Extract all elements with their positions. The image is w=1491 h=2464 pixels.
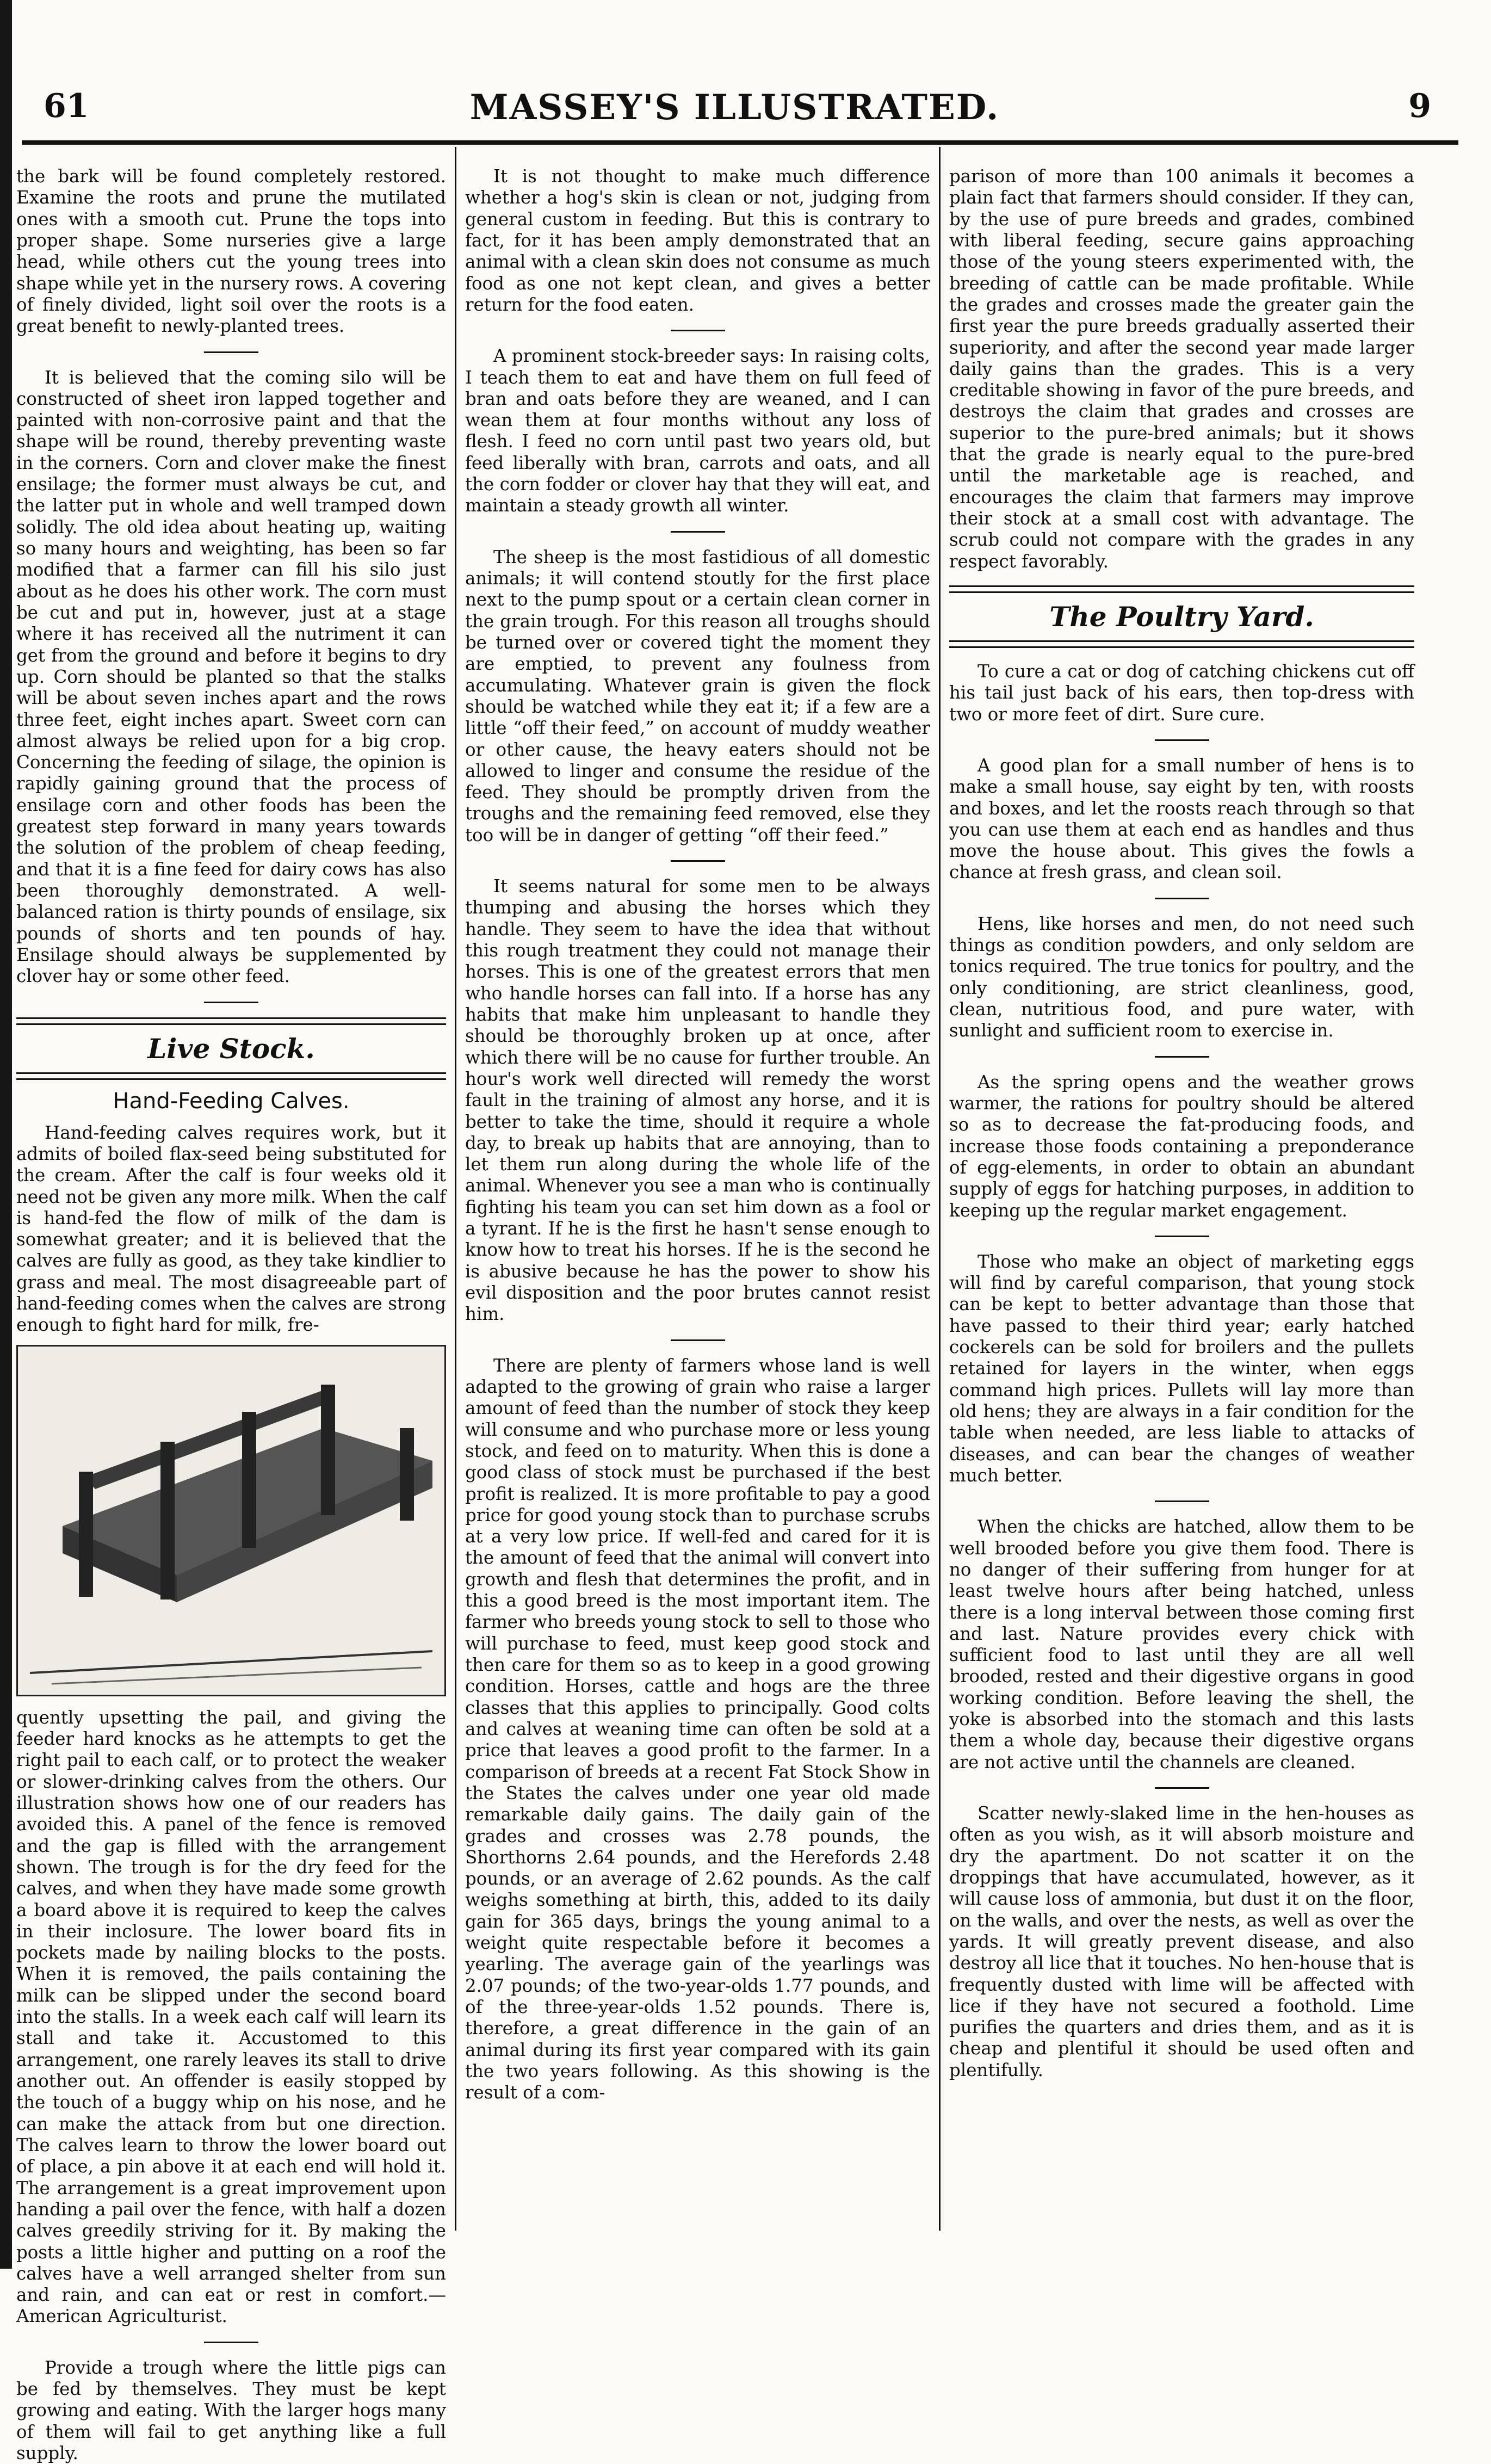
- page-title: MASSEY'S ILLUSTRATED.: [469, 87, 1000, 128]
- paragraph: Provide a trough where the little pigs can be fed by themselves. They must be kept growing and eating. With the larger hogs many of them will fail to get anything like a full supply.: [16, 2357, 446, 2463]
- section-title-poultry-yard: The Poultry Yard.: [1049, 600, 1314, 633]
- separator: [1155, 898, 1209, 899]
- section-rule: [16, 1072, 446, 1080]
- paragraph: There are plenty of farmers whose land is well adapted to the growing of grain who raise a larger amount of feed than the number of stock they keep will consume and who purchase more or less young stock, and feed on to maturity. When this is done a good class of stock must be purchased if the best profit is realized. It is more profitable to pay a good price for good young stock than to purchase scrubs at a very low price. If well-fed and cared for it is the amount of feed that the animal will convert into growth and flesh that determines the profit, and in this a good breed is the most important item. The farmer who breeds young stock to sell to those who will purchase to feed, must keep good stock and then care for them so as to keep in a good growing condition. Horses, cattle and hogs are the three classes that this applies to principally. Good colts and calves at weaning time can often be sold at a price that leaves a good profit to the farmer. In a comparison of breeds at a recent Fat Stock Show in the States the calves under one year old made remarkable daily gains. The daily gain of the grades and crosses was 2.78 pounds, the Shorthorns 2.64 pounds, and the Herefords 2.48 pounds, or an average of 2.62 pounds. As the calf weighs something at birth, this, added to its daily gain for 365 days, brings the young animal to a weight quite respectable before it becomes a yearling. The average gain of the yearlings was 2.07 pounds; of the two-year-olds 1.77 pounds, and of the three-year-olds 1.52 pounds. There is, therefore, a great difference in the gain of an animal during its first year compared with its gain the two years following. As this showing is the result of a com-: [465, 1355, 930, 2103]
- section-rule: [949, 640, 1414, 648]
- section-title-live-stock: Live Stock.: [147, 1032, 315, 1065]
- section-rule: [949, 585, 1414, 593]
- header-rule: [22, 140, 1458, 145]
- paragraph: A good plan for a small number of hens is to make a small house, say eight by ten, with roosts and boxes, and let the roosts reach through so that you can use them at each end as handles and thus move the house about. This gives the fowls a chance at fresh grass, and clean soil.: [949, 755, 1414, 883]
- paragraph: When the chicks are hatched, allow them to be well brooded before you give them food. There is no danger of their suffering from hunger for at least twelve hours after being hatched, unless there is a long interval between those coming first and last. Nature provides every chick with sufficient food to last until they are all well brooded, rested and their digestive organs in good working condition. Before leaving the shell, the yoke is absorbed into the stomach and this lasts them a whole day, because their digestive organs are not active until the channels are cleaned.: [949, 1516, 1414, 1773]
- paragraph: quently upsetting the pail, and giving the feeder hard knocks as he attempts to get the right pail to each calf, or to protect the weaker or slower-drinking calves from the others. Our illustration shows how one of our readers has avoided this. A panel of the fence is removed and the gap is filled with the arrangement shown. The trough is for the dry feed for the calves, and when they have made some growth a board above it is required to keep the calves in their inclosure. The lower board fits in pockets made by nailing blocks to the posts. When it is removed, the pails containing the milk can be slipped under the second board into the stalls. In a week each calf will learn its stall and take it. Accustomed to this arrangement, one rarely leaves its stall to drive another out. An offender is easily stopped by the touch of a buggy whip on his nose, and he can make the attack from but one direction. The calves learn to throw the lower board out of place, a pin above it at each end will hold it. The arrangement is a great improvement upon handing a pail over the fence, with half a dozen calves greedily striving for it. By making the posts a little higher and putting on a roof the calves have a well arranged shelter from sun and rain, and can eat or rest in comfort.—American Agriculturist.: [16, 1707, 446, 2327]
- separator: [1155, 1236, 1209, 1237]
- page-header: [22, 87, 1447, 147]
- paragraph: Scatter newly-slaked lime in the hen-houses as often as you wish, as it will absorb moisture and dry the apartment. Do not scatter it on the droppings that have accumulated, however, as it will cause loss of ammonia, but dust it on the floor, on the walls, and over the nests, as well as over the yards. It will greatly prevent disease, and also destroy all lice that it touches. No hen-house that is frequently dusted with lime will be affected with lice if they have not secured a foothold. Lime purifies the quarters and dries them, and as it is cheap and plentiful it should be used often and plentifully.: [949, 1803, 1414, 2080]
- separator: [671, 860, 725, 862]
- separator: [671, 531, 725, 533]
- paragraph: Hand-feeding calves requires work, but it admits of boiled flax-seed being substituted for the cream. After the calf is four weeks old it need not be given any more milk. When the calf is hand-fed the flow of milk of the dam is somewhat greater; and it is believed that the calves are fully as good, as they take kindlier to grass and meal. The most disagreeable part of hand-feeding comes when the calves are strong enough to fight hard for milk, fre-: [16, 1122, 446, 1336]
- separator: [1155, 1056, 1209, 1058]
- paragraph: the bark will be found completely restored. Examine the roots and prune the mutilated ones with a smooth cut. Prune the tops into proper shape. Some nurseries give a large head, while others cut the young trees into shape while yet in the nursery rows. A covering of finely divided, light soil over the roots is a great benefit to newly-planted trees.: [16, 166, 446, 337]
- paragraph: The sheep is the most fastidious of all domestic animals; it will contend stoutly for the first place next to the pump spout or a certain clean corner in the grain trough. For this reason all troughs should be turned over or covered tight the moment they are emptied, to prevent any foulness from accumulating. Whatever grain is given the flock should be watched while they eat it; if a few are a little “off their feed,” on account of muddy weather or other cause, the heavy eaters should not be allowed to linger and consume the residue of the feed. They should be promptly driven from the troughs and the remaining feed removed, else they too will be in danger of getting “off their feed.”: [465, 546, 930, 845]
- separator: [671, 330, 725, 331]
- separator: [204, 1002, 258, 1003]
- separator: [204, 351, 258, 353]
- column-2: [465, 166, 930, 2228]
- article-heading: Hand-Feeding Calves.: [113, 1088, 350, 1114]
- paragraph: It is believed that the coming silo will be constructed of sheet iron lapped together and painted with non-corrosive paint and that the shape will be round, thereby preventing waste in the corners. Corn and clover make the finest ensilage; the former must always be cut, and the latter put in whole and well tramped down solidly. The old idea about heating up, waiting so many hours and weighting, has been so far modified that a farmer can fill his silo just about as he does his other work. The corn must be cut and put in, however, just at a stage where it has received all the nutriment it can get from the ground and before it begins to dry up. Corn should be planted so that the stalks will be about seven inches apart and the rows three feet, eight inches apart. Sweet corn can almost always be relied upon for a big crop. Concerning the feeding of silage, the opinion is rapidly gaining ground that the process of ensilage corn and other foods has been the greatest step forward in many years towards the solution of the problem of cheap feeding, and that it is a fine feed for dairy cows has also been thoroughly demonstrated. A well-balanced ration is thirty pounds of ensilage, six pounds of shorts and ten pounds of hay. Ensilage should always be supplemented by clover hay or some other feed.: [16, 367, 446, 987]
- paragraph: It seems natural for some men to be always thumping and abusing the horses which they handle. They seem to have the idea that without this rough treatment they could not manage their horses. This is one of the greatest errors that men who handle horses can fall into. If a horse has any habits that make him unpleasant to handle they should be thoroughly broken up at once, after which there will be no cause for further trouble. An hour's work well directed will remedy the worst fault in the training of almost any horse, and it is better to take the time, should it require a whole day, to break up habits that are annoying, than to let them run along during the whole life of the animal. Whenever you see a man who is continually fighting his team you can set him down as a fool or a tyrant. If he is the first he hasn't sense enough to know how to treat his horses. If he is the second he is abusive because he has the power to show his evil disposition and the poor brutes cannot resist him.: [465, 876, 930, 1325]
- column-3: [949, 166, 1414, 2228]
- page-number-left: 61: [44, 87, 89, 125]
- paragraph: To cure a cat or dog of catching chickens cut off his tail just back of his ears, then top-dress with two or more feet of dirt. Sure cure.: [949, 660, 1414, 725]
- page-number-right: 9: [1408, 87, 1431, 125]
- paragraph: parison of more than 100 animals it becomes a plain fact that farmers should consider. If they can, by the use of pure breeds and grades, combined with liberal feeding, secure gains approaching those of the young steers experimented with, the breeding of cattle can be made profitable. While the grades and crosses made the greater gain the first year the pure breeds gradually asserted their superiority, and after the second year made larger daily gains than the grades. This is a very creditable showing in favor of the pure breeds, and destroys the claim that grades and crosses are superior to the pure-bred animals; but it shows that the grade is nearly equal to the pure-bred until the marketable age is reached, and encourages the claim that farmers may improve their stock at a small cost with advantage. The scrub could not compare with the grades in any respect favorably.: [949, 166, 1414, 572]
- separator: [671, 1339, 725, 1341]
- column-rule-2: [939, 147, 941, 2231]
- section-rule: [16, 1017, 446, 1025]
- paragraph: Hens, like horses and men, do not need such things as condition powders, and only seldom are tonics required. The true tonics for poultry, and the only conditioning, are strict cleanliness, good, clean, nutritious food, and pure water, with sunlight and sufficient room to exercise in.: [949, 913, 1414, 1041]
- paragraph: A prominent stock-breeder says: In raising colts, I teach them to eat and have them on full feed of bran and oats before they are weaned, and I can wean them at four months without any loss of flesh. I feed no corn until past two years old, but feed liberally with bran, carrots and oats, and all the corn fodder or clover hay that they will eat, and maintain a steady growth all winter.: [465, 345, 930, 516]
- paragraph: As the spring opens and the weather grows warmer, the rations for poultry should be altered so as to decrease the fat-producing foods, and increase those foods containing a preponderance of egg-elements, in order to obtain an abundant supply of eggs for hatching purposes, in addition to keeping up the regular market engagement.: [949, 1071, 1414, 1221]
- column-rule-1: [455, 147, 456, 2231]
- paragraph: Those who make an object of marketing eggs will find by careful comparison, that young stock can be kept to better advantage than those that have passed to their third year; early hatched cockerels can be sold for broilers and the pullets retained for layers in the winter, when eggs command high prices. Pullets will lay more than old hens; they are always in a fair condition for the table when needed, are less liable to attacks of diseases, and can bear the changes of weather much better.: [949, 1251, 1414, 1486]
- calf-feeding-stall-illustration: [16, 1345, 446, 1696]
- separator: [1155, 1500, 1209, 1502]
- separator: [1155, 739, 1209, 741]
- separator: [1155, 1787, 1209, 1789]
- column-1: [16, 166, 446, 2463]
- binding-spine: [0, 0, 12, 2269]
- paragraph: It is not thought to make much difference whether a hog's skin is clean or not, judging from general custom in feeding. But this is contrary to fact, for it has been amply demonstrated that an animal with a clean skin does not consume as much food as one not kept clean, and gives a better return for the food eaten.: [465, 166, 930, 315]
- separator: [204, 2342, 258, 2343]
- calf-stall-icon: [18, 1347, 444, 1695]
